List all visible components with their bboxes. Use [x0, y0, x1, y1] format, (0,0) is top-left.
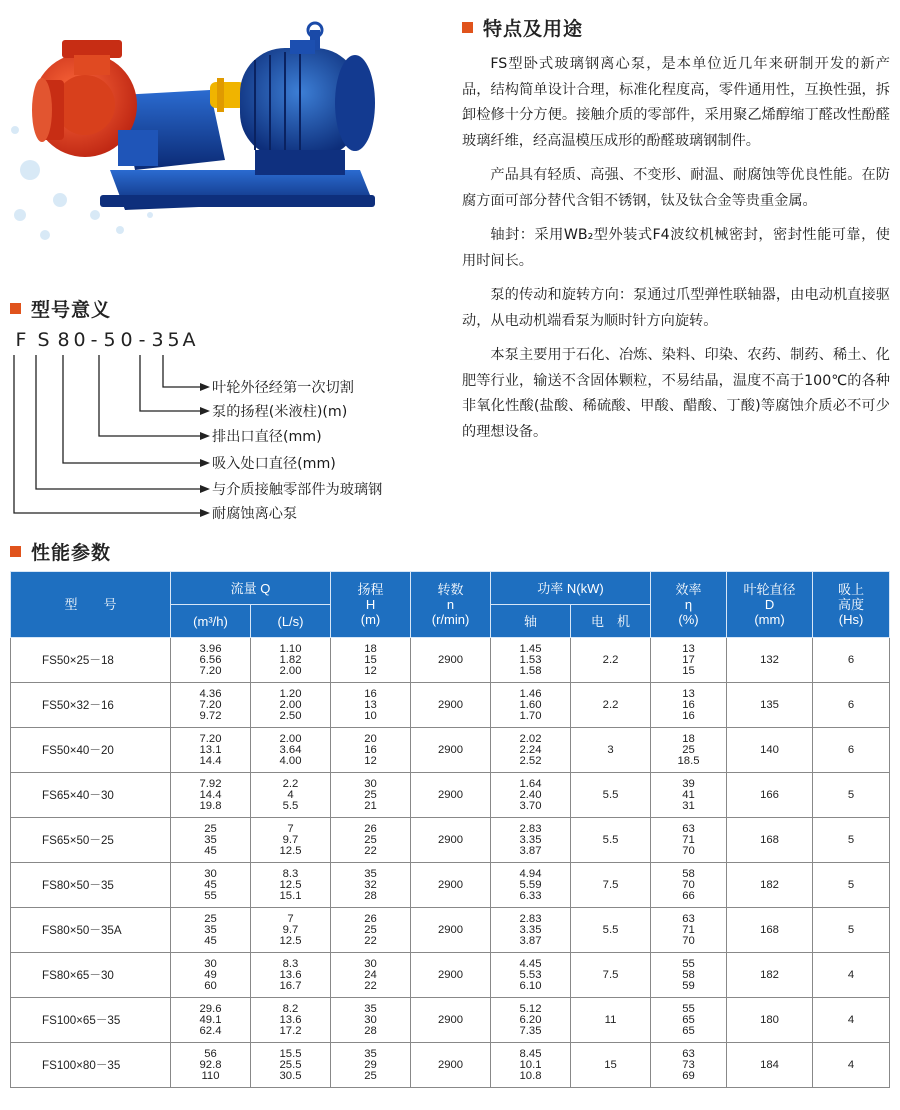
- cell-shaft-power: 4.94 5.59 6.33: [491, 863, 571, 908]
- cell-head: 26 25 22: [331, 818, 411, 863]
- cell-impeller-diameter: 184: [727, 1043, 813, 1088]
- cell-efficiency: 13 16 16: [651, 683, 727, 728]
- col-header-speed: 转数 n (r/min): [411, 572, 491, 638]
- table-row: [11, 1043, 890, 1088]
- cell-shaft-power: 8.45 10.1 10.8: [491, 1043, 571, 1088]
- model-code-char: S: [37, 329, 50, 351]
- cell-model: FS50×32－16: [11, 683, 171, 728]
- cell-flow-m3h: 3.96 6.56 7.20: [171, 638, 251, 683]
- cell-model: FS80×65－30: [11, 953, 171, 998]
- features-paragraph: 泵的传动和旋转方向：泵通过爪型弹性联轴器，由电动机直接驱动，从电动机端看泵为顺时针方向旋转。: [462, 287, 890, 329]
- model-code-char: 8: [57, 329, 70, 351]
- cell-model: FS80×50－35A: [11, 908, 171, 953]
- cell-speed: 2900: [411, 818, 491, 863]
- cell-shaft-power: 4.45 5.53 6.10: [491, 953, 571, 998]
- cell-flow-ls: 1.10 1.82 2.00: [251, 638, 331, 683]
- cell-motor-power: 5.5: [571, 773, 651, 818]
- cell-speed: 2900: [411, 863, 491, 908]
- cell-suction-height: 4: [813, 998, 890, 1043]
- model-code-char: 5: [103, 329, 116, 351]
- cell-model: FS50×25－18: [11, 638, 171, 683]
- cell-head: 18 15 12: [331, 638, 411, 683]
- model-code-char: -: [138, 329, 146, 351]
- cell-flow-m3h: 30 45 55: [171, 863, 251, 908]
- table-row: [11, 818, 890, 863]
- cell-flow-ls: 15.5 25.5 30.5: [251, 1043, 331, 1088]
- cell-flow-m3h: 7.92 14.4 19.8: [171, 773, 251, 818]
- model-code-char: 3: [151, 329, 164, 351]
- cell-flow-ls: 8.2 13.6 17.2: [251, 998, 331, 1043]
- cell-efficiency: 63 73 69: [651, 1043, 727, 1088]
- square-bullet-icon: [10, 303, 21, 314]
- model-meaning-line: 吸入处口直径(mm): [212, 456, 336, 472]
- cell-model: FS100×80－35: [11, 1043, 171, 1088]
- model-code-char: F: [15, 329, 27, 351]
- cell-model: FS80×50－35: [11, 863, 171, 908]
- cell-motor-power: 7.5: [571, 953, 651, 998]
- cell-shaft-power: 1.45 1.53 1.58: [491, 638, 571, 683]
- col-header-suction-height: 吸上 高度 (Hs): [813, 572, 890, 638]
- cell-flow-ls: 7 9.7 12.5: [251, 908, 331, 953]
- cell-model: FS100×65－35: [11, 998, 171, 1043]
- cell-flow-ls: 8.3 13.6 16.7: [251, 953, 331, 998]
- cell-impeller-diameter: 166: [727, 773, 813, 818]
- model-code-char: -: [90, 329, 98, 351]
- pump-illustration: [0, 0, 420, 250]
- col-header-impeller-diameter: 叶轮直径 D (mm): [727, 572, 813, 638]
- model-code: [10, 329, 197, 351]
- features-paragraph: 本泵主要用于石化、冶炼、染料、印染、农药、制药、稀土、化肥等行业，输送不含固体颗粒，不易结晶，温度不高于100℃的各种非氧化性酸(盐酸、稀硫酸、甲酸、醋酸、丁酸)等腐蚀介质必不可少的理想设备。: [462, 347, 890, 440]
- cell-motor-power: 5.5: [571, 818, 651, 863]
- cell-model: FS65×40－30: [11, 773, 171, 818]
- cell-motor-power: 7.5: [571, 863, 651, 908]
- square-bullet-icon: [10, 546, 21, 557]
- cell-motor-power: 5.5: [571, 908, 651, 953]
- model-meaning-line: 排出口直径(mm): [212, 429, 322, 445]
- cell-suction-height: 6: [813, 638, 890, 683]
- cell-flow-m3h: 25 35 45: [171, 908, 251, 953]
- cell-model: FS50×40－20: [11, 728, 171, 773]
- cell-motor-power: 15: [571, 1043, 651, 1088]
- cell-head: 26 25 22: [331, 908, 411, 953]
- features-heading: 特点及用途: [462, 14, 583, 41]
- cell-impeller-diameter: 132: [727, 638, 813, 683]
- col-header-head: 扬程 H (m): [331, 572, 411, 638]
- model-meaning-line: 耐腐蚀离心泵: [212, 506, 298, 522]
- cell-suction-height: 5: [813, 818, 890, 863]
- cell-shaft-power: 2.83 3.35 3.87: [491, 818, 571, 863]
- cell-impeller-diameter: 135: [727, 683, 813, 728]
- col-header-shaft-power: 轴: [491, 605, 571, 638]
- cell-flow-ls: 2.00 3.64 4.00: [251, 728, 331, 773]
- col-header-power: 功率 N(kW): [491, 572, 651, 605]
- cell-suction-height: 4: [813, 1043, 890, 1088]
- features-paragraph: FS型卧式玻璃钢离心泵，是本单位近几年来研制开发的新产品，结构简单设计合理，标准化程度高，零件通用性，互换性强，拆卸检修十分方便。接触介质的零部件，采用聚乙烯醇缩丁醛改性酚醛玻璃纤维，经高温模压成形的酚醛玻璃钢制件。: [462, 56, 890, 149]
- cell-head: 35 32 28: [331, 863, 411, 908]
- cell-suction-height: 5: [813, 863, 890, 908]
- cell-flow-m3h: 7.20 13.1 14.4: [171, 728, 251, 773]
- cell-speed: 2900: [411, 638, 491, 683]
- cell-head: 35 29 25: [331, 1043, 411, 1088]
- cell-flow-ls: 8.3 12.5 15.1: [251, 863, 331, 908]
- cell-head: 30 24 22: [331, 953, 411, 998]
- coupling: [210, 82, 245, 108]
- cell-motor-power: 2.2: [571, 638, 651, 683]
- cell-suction-height: 6: [813, 728, 890, 773]
- col-header-flow-m3h: (m³/h): [171, 605, 251, 638]
- features-text: [462, 52, 890, 454]
- table-row: [11, 683, 890, 728]
- cell-shaft-power: 2.83 3.35 3.87: [491, 908, 571, 953]
- col-header-flow-ls: (L/s): [251, 605, 331, 638]
- cell-flow-m3h: 25 35 45: [171, 818, 251, 863]
- cell-motor-power: 3: [571, 728, 651, 773]
- cell-efficiency: 18 25 18.5: [651, 728, 727, 773]
- cell-shaft-power: 1.64 2.40 3.70: [491, 773, 571, 818]
- cell-head: 16 13 10: [331, 683, 411, 728]
- table-row: [11, 773, 890, 818]
- table-row: [11, 638, 890, 683]
- cell-flow-ls: 2.2 4 5.5: [251, 773, 331, 818]
- col-header-model: 型 号: [11, 572, 171, 638]
- cell-efficiency: 55 58 59: [651, 953, 727, 998]
- table-row: [11, 953, 890, 998]
- cell-speed: 2900: [411, 773, 491, 818]
- model-code-char: 0: [73, 329, 86, 351]
- table-row: [11, 863, 890, 908]
- cell-suction-height: 5: [813, 908, 890, 953]
- cell-speed: 2900: [411, 908, 491, 953]
- cell-speed: 2900: [411, 953, 491, 998]
- col-header-efficiency: 效率 η (%): [651, 572, 727, 638]
- cell-suction-height: 5: [813, 773, 890, 818]
- cell-efficiency: 13 17 15: [651, 638, 727, 683]
- features-paragraph: 产品具有轻质、高强、不变形、耐温、耐腐蚀等优良性能。在防腐方面可部分替代含钼不锈钢，钛及钛合金等贵重金属。: [462, 167, 890, 209]
- table-row: [11, 728, 890, 773]
- cell-shaft-power: 1.46 1.60 1.70: [491, 683, 571, 728]
- model-meaning-heading: 型号意义: [10, 295, 111, 322]
- performance-table: [10, 571, 890, 1088]
- cell-flow-ls: 7 9.7 12.5: [251, 818, 331, 863]
- cell-speed: 2900: [411, 728, 491, 773]
- cell-flow-m3h: 30 49 60: [171, 953, 251, 998]
- cell-speed: 2900: [411, 1043, 491, 1088]
- performance-heading: 性能参数: [10, 538, 111, 565]
- cell-flow-m3h: 4.36 7.20 9.72: [171, 683, 251, 728]
- col-header-motor-power: 电 机: [571, 605, 651, 638]
- features-paragraph: 轴封：采用WB₂型外装式F4波纹机械密封，密封性能可靠，使用时间长。: [462, 227, 890, 269]
- cell-impeller-diameter: 140: [727, 728, 813, 773]
- cell-model: FS65×50－25: [11, 818, 171, 863]
- model-meaning-line: 泵的扬程(米液柱)(m): [212, 404, 348, 420]
- cell-efficiency: 63 71 70: [651, 818, 727, 863]
- cell-flow-m3h: 56 92.8 110: [171, 1043, 251, 1088]
- cell-impeller-diameter: 168: [727, 908, 813, 953]
- col-header-flow: 流量 Q: [171, 572, 331, 605]
- cell-motor-power: 11: [571, 998, 651, 1043]
- cell-suction-height: 4: [813, 953, 890, 998]
- model-code-char: A: [182, 329, 196, 351]
- cell-efficiency: 63 71 70: [651, 908, 727, 953]
- cell-impeller-diameter: 180: [727, 998, 813, 1043]
- cell-head: 30 25 21: [331, 773, 411, 818]
- cell-efficiency: 55 65 65: [651, 998, 727, 1043]
- model-code-char: 5: [167, 329, 180, 351]
- cell-speed: 2900: [411, 683, 491, 728]
- cell-impeller-diameter: 182: [727, 953, 813, 998]
- cell-shaft-power: 5.12 6.20 7.35: [491, 998, 571, 1043]
- model-code-char: 0: [120, 329, 133, 351]
- model-meaning-line: 叶轮外径经第一次切割: [212, 380, 354, 396]
- cell-shaft-power: 2.02 2.24 2.52: [491, 728, 571, 773]
- model-meaning-line: 与介质接触零部件为玻璃钢: [212, 482, 383, 498]
- cell-impeller-diameter: 168: [727, 818, 813, 863]
- table-row: [11, 998, 890, 1043]
- cell-speed: 2900: [411, 998, 491, 1043]
- square-bullet-icon: [462, 22, 473, 33]
- cell-head: 35 30 28: [331, 998, 411, 1043]
- cell-flow-ls: 1.20 2.00 2.50: [251, 683, 331, 728]
- cell-efficiency: 39 41 31: [651, 773, 727, 818]
- cell-motor-power: 2.2: [571, 683, 651, 728]
- cell-efficiency: 58 70 66: [651, 863, 727, 908]
- cell-head: 20 16 12: [331, 728, 411, 773]
- cell-impeller-diameter: 182: [727, 863, 813, 908]
- table-row: [11, 908, 890, 953]
- cell-flow-m3h: 29.6 49.1 62.4: [171, 998, 251, 1043]
- cell-suction-height: 6: [813, 683, 890, 728]
